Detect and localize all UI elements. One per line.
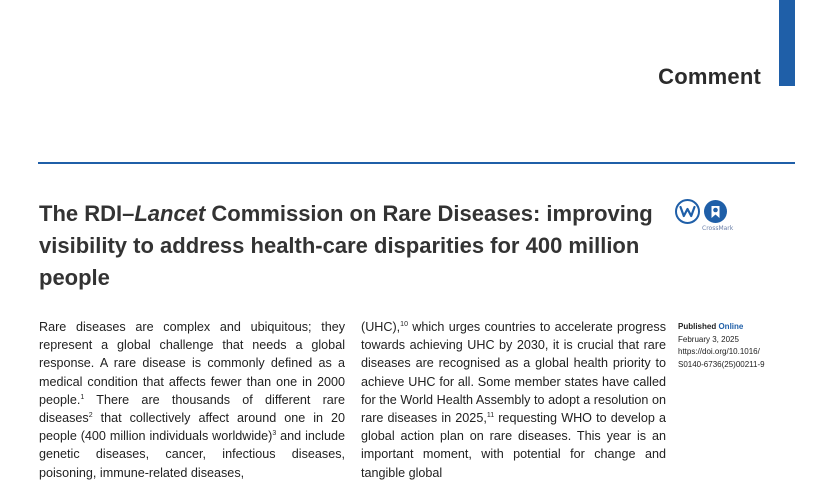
text-run: and include genetic diseases, cancer, infectious diseases, poisoning, immune-related diseases, xyxy=(39,429,345,480)
paragraph xyxy=(39,318,345,482)
text-run: Rare diseases are complex and ubiquitous; they represent a global challenge that needs a global response. A rare disease is commonly defined as a medical condition that affects fewer than one in 2000 people. xyxy=(39,320,345,407)
reference-mark[interactable]: 10 xyxy=(400,321,408,328)
body-column-1 xyxy=(39,318,345,482)
publication-info xyxy=(678,321,788,371)
section-label: Comment xyxy=(658,64,761,89)
w-access-icon[interactable] xyxy=(675,199,700,224)
text-run: There are thousands of different rare diseases xyxy=(39,392,345,426)
article-title xyxy=(39,198,659,294)
reference-mark[interactable]: 1 xyxy=(80,393,85,401)
title-part2: Commission on Rare Diseases: improving visibility to address health-care disparities for 400 million people xyxy=(39,201,653,290)
body-column-2 xyxy=(361,318,666,482)
text-run: requesting WHO to develop a global action plan on rare diseases. This year is an important moment, with potential for change and tangible global xyxy=(361,411,666,480)
crossmark-icon[interactable] xyxy=(703,199,728,224)
text-run: that collectively affect around one in 20 people (400 million individuals worldwide) xyxy=(39,411,345,444)
title-italic: Lancet xyxy=(134,201,206,226)
published-label: Published xyxy=(678,322,717,331)
text-run: which urges countries to accelerate progress towards achieving UHC by 2030, it is crucial that rare diseases are recognised as a global health priority to achieve UHC for all. Some member states have called for the World Health Assembly to adopt a resolution on rare diseases in 2025, xyxy=(361,320,666,426)
title-part1: The RDI– xyxy=(39,201,135,226)
published-line xyxy=(678,321,788,334)
section-color-tab xyxy=(779,0,795,86)
online-label: Online xyxy=(716,322,744,331)
reference-mark[interactable]: 11 xyxy=(486,412,495,420)
publication-date: February 3, 2025 xyxy=(678,334,739,344)
paragraph xyxy=(361,318,666,482)
reference-mark[interactable]: 3 xyxy=(272,430,277,438)
header-rule xyxy=(38,162,795,164)
doi-link[interactable]: https://doi.org/10.1016/ xyxy=(678,347,760,356)
doi-suffix[interactable]: S0140-6736(25)00211-9 xyxy=(678,359,765,369)
article-badges xyxy=(675,199,735,239)
crossmark-label: CrossMark xyxy=(702,225,734,232)
text-run: (UHC), xyxy=(361,320,401,334)
reference-mark[interactable]: 2 xyxy=(88,412,93,420)
